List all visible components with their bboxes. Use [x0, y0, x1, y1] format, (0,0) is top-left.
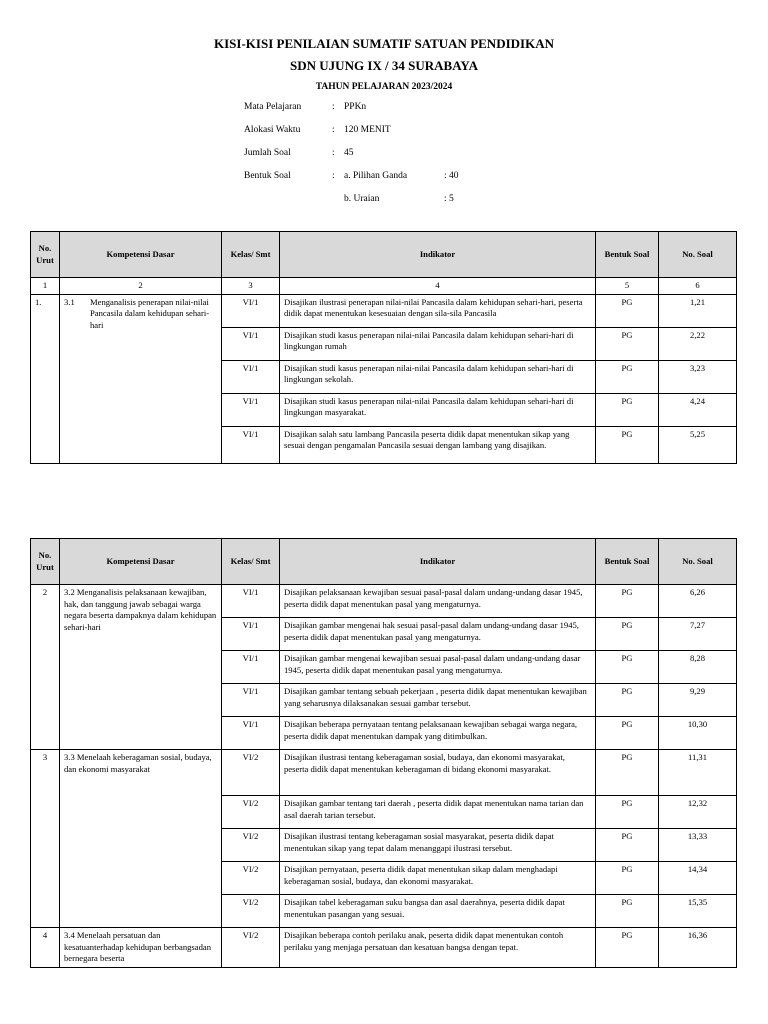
question-numbers: 15,35	[659, 895, 737, 928]
question-form: PG	[596, 327, 659, 360]
question-form: PG	[596, 618, 659, 651]
indicator: Disajikan studi kasus penerapan nilai-nilai Pancasila dalam kehidupan sehari-hari di lingkungan masyarakat.	[280, 393, 596, 426]
indicator: Disajikan salah satu lambang Pancasila peserta didik dapat menentukan sikap yang sesuai dengan pengamalan Pancasila sesuai dengan lambang yang disajikan.	[280, 426, 596, 463]
competency-number: 3.1	[64, 296, 75, 307]
info-form-b-row	[244, 194, 594, 217]
table-row	[31, 585, 737, 618]
indicator: Disajikan studi kasus penerapan nilai-nilai Pancasila dalam kehidupan sehari-hari di lingkungan rumah	[280, 327, 596, 360]
form-b-value: : 5	[444, 194, 454, 204]
class-semester: VI/1	[222, 294, 280, 327]
col-header-nosoal: No. Soal	[659, 232, 737, 278]
indicator: Disajikan gambar mengenai hak sesuai pasal-pasal dalam undang-undang dasar 1945, peserta didik dapat menentukan pasal yang mengaturnya.	[280, 618, 596, 651]
info-label: Bentuk Soal	[244, 171, 291, 181]
question-numbers: 2,22	[659, 327, 737, 360]
school-name: SDN UJUNG IX / 34 SURABAYA	[290, 58, 478, 73]
grid-table-2	[30, 538, 737, 968]
info-colon: :	[332, 125, 335, 135]
col-header-indikator: Indikator	[280, 539, 596, 585]
question-form: PG	[596, 684, 659, 717]
question-numbers: 8,28	[659, 651, 737, 684]
indicator: Disajikan beberapa contoh perilaku anak, peserta didik dapat menentukan contoh perilaku yang menjaga persatuan dan kesatuan bangsa dengan tepat.	[280, 928, 596, 968]
spacer	[244, 194, 332, 217]
indicator: Disajikan gambar mengenai kewajiban sesuai pasal-pasal dalam undang-undang dasar 1945, peserta didik dapat menentukan pasal yang mengaturnya.	[280, 651, 596, 684]
class-semester: VI/1	[222, 618, 280, 651]
info-value: PPKn	[344, 102, 367, 112]
info-form-a	[344, 171, 594, 194]
indicator: Disajikan pernyataan, peserta didik dapat menentukan sikap dalam menghadapi keberagaman sosial, budaya, dan ekonomi masyarakat.	[280, 862, 596, 895]
question-numbers: 14,34	[659, 862, 737, 895]
col-header-nosoal: No. Soal	[659, 539, 737, 585]
info-form	[244, 171, 594, 194]
row-number: 3	[31, 750, 60, 928]
row-number: 1.	[31, 294, 60, 463]
question-form: PG	[596, 651, 659, 684]
info-time	[244, 125, 594, 148]
indicator: Disajikan studi kasus penerapan nilai-nilai Pancasila dalam kehidupan sehari-hari di lingkungan sekolah.	[280, 360, 596, 393]
column-number: 2	[60, 278, 222, 295]
col-header-bentuk: Bentuk Soal	[596, 539, 659, 585]
spacer	[332, 194, 344, 217]
question-numbers: 11,31	[659, 750, 737, 796]
indicator: Disajikan ilustrasi tentang keberagaman sosial masyarakat, peserta didik dapat menentukan sikap yang tepat dalam menanggapi ilustrasi tersebut.	[280, 829, 596, 862]
info-value: 45	[344, 148, 354, 158]
indicator: Disajikan ilustrasi penerapan nilai-nilai Pancasila dalam kehidupan sehari-hari, peserta didik dapat menentukan kesesuaian dengan sila-sila Pancasila	[280, 294, 596, 327]
class-semester: VI/1	[222, 585, 280, 618]
column-number: 3	[222, 278, 280, 295]
competency-text: 3.3 Menelaah keberagaman sosial, budaya, dan ekonomi masyarakat	[60, 750, 222, 928]
competency-text: 3.2 Menganalisis pelaksanaan kewajiban, hak, dan tanggung jawab sebagai warga negara beserta dampaknya dalam kehidupan sehari-hari	[60, 585, 222, 750]
competency-text: Menganalisis penerapan nilai-nilai Pancasila dalam kehidupan sehari-hari	[90, 296, 210, 330]
info-label: Alokasi Waktu	[244, 125, 301, 135]
form-a-label: a. Pilihan Ganda	[344, 171, 408, 181]
question-form: PG	[596, 796, 659, 829]
class-semester: VI/1	[222, 717, 280, 750]
indicator: Disajikan beberapa pernyataan tentang pelaksanaan kewajiban sebagai warga negara, peserta didik dapat menentukan dampak yang ditimbulkan.	[280, 717, 596, 750]
column-number: 6	[659, 278, 737, 295]
indicator: Disajikan gambar tentang tari daerah , peserta didik dapat menentukan nama tarian dan asal daerah tarian tersebut.	[280, 796, 596, 829]
table-row	[31, 294, 737, 327]
info-value: 120 MENIT	[344, 125, 391, 135]
question-form: PG	[596, 750, 659, 796]
column-number: 1	[31, 278, 60, 295]
question-numbers: 10,30	[659, 717, 737, 750]
question-numbers: 6,26	[659, 585, 737, 618]
row-number: 4	[31, 928, 60, 968]
table-row	[31, 928, 737, 968]
col-header-kelas: Kelas/ Smt	[222, 232, 280, 278]
class-semester: VI/1	[222, 393, 280, 426]
class-semester: VI/2	[222, 928, 280, 968]
question-numbers: 1,21	[659, 294, 737, 327]
row-number: 2	[31, 585, 60, 750]
question-numbers: 9,29	[659, 684, 737, 717]
question-form: PG	[596, 862, 659, 895]
class-semester: VI/1	[222, 426, 280, 463]
competency-text: 3.4 Menelaah persatuan dan kesatuanterhadap kehidupan berbangsadan bernegara beserta	[60, 928, 222, 968]
form-b-label: b. Uraian	[344, 194, 380, 204]
table-row	[31, 750, 737, 796]
column-number: 5	[596, 278, 659, 295]
question-numbers: 16,36	[659, 928, 737, 968]
question-numbers: 5,25	[659, 426, 737, 463]
info-label: Jumlah Soal	[244, 148, 291, 158]
col-header-no: No. Urut	[31, 232, 60, 278]
question-numbers: 3,23	[659, 360, 737, 393]
class-semester: VI/1	[222, 327, 280, 360]
form-a-value: : 40	[444, 171, 459, 181]
exam-info	[244, 102, 594, 217]
grid-table-1	[30, 231, 737, 464]
col-header-no: No. Urut	[31, 539, 60, 585]
table-header-row	[31, 232, 737, 278]
academic-year: TAHUN PELAJARAN 2023/2024	[315, 82, 453, 92]
class-semester: VI/2	[222, 895, 280, 928]
col-header-kelas: Kelas/ Smt	[222, 539, 280, 585]
question-form: PG	[596, 393, 659, 426]
col-header-bentuk: Bentuk Soal	[596, 232, 659, 278]
class-semester: VI/2	[222, 796, 280, 829]
competency-cell	[60, 294, 222, 463]
question-form: PG	[596, 294, 659, 327]
question-form: PG	[596, 829, 659, 862]
document-title: KISI-KISI PENILAIAN SUMATIF SATUAN PENDIDIKAN	[214, 36, 554, 51]
col-header-kd: Kompetensi Dasar	[60, 232, 222, 278]
question-form: PG	[596, 426, 659, 463]
question-numbers: 4,24	[659, 393, 737, 426]
class-semester: VI/2	[222, 862, 280, 895]
question-form: PG	[596, 928, 659, 968]
info-form-b	[344, 194, 594, 217]
info-count	[244, 148, 594, 171]
class-semester: VI/1	[222, 684, 280, 717]
class-semester: VI/1	[222, 360, 280, 393]
indicator: Disajikan pelaksanaan kewajiban sesuai pasal-pasal dalam undang-undang dasar 1945, peserta didik dapat menentukan pasal yang mengaturnya.	[280, 585, 596, 618]
question-form: PG	[596, 717, 659, 750]
info-colon: :	[332, 102, 335, 112]
column-number-row	[31, 278, 737, 295]
class-semester: VI/1	[222, 651, 280, 684]
question-form: PG	[596, 360, 659, 393]
competency	[64, 297, 217, 332]
question-form: PG	[596, 895, 659, 928]
col-header-indikator: Indikator	[280, 232, 596, 278]
indicator: Disajikan gambar tentang sebuah pekerjaan , peserta didik dapat menentukan kewajiban yang seharusnya dilaksanakan sesuai gambar tersebut.	[280, 684, 596, 717]
indicator: Disajikan ilustrasi tentang keberagaman sosial, budaya, dan ekonomi masyarakat, peserta didik dapat menentukan keberagaman di bidang ekonomi masyarakat.	[280, 750, 596, 796]
question-form: PG	[596, 585, 659, 618]
class-semester: VI/2	[222, 829, 280, 862]
info-subject	[244, 102, 594, 125]
question-numbers: 7,27	[659, 618, 737, 651]
question-numbers: 12,32	[659, 796, 737, 829]
table-header-row	[31, 539, 737, 585]
class-semester: VI/2	[222, 750, 280, 796]
indicator: Disajikan tabel keberagaman suku bangsa dan asal daerahnya, peserta didik dapat menentukan pasangan yang sesuai.	[280, 895, 596, 928]
question-numbers: 13,33	[659, 829, 737, 862]
info-colon: :	[332, 148, 335, 158]
column-number: 4	[280, 278, 596, 295]
info-colon: :	[332, 171, 335, 181]
col-header-kd: Kompetensi Dasar	[60, 539, 222, 585]
info-label: Mata Pelajaran	[244, 102, 302, 112]
